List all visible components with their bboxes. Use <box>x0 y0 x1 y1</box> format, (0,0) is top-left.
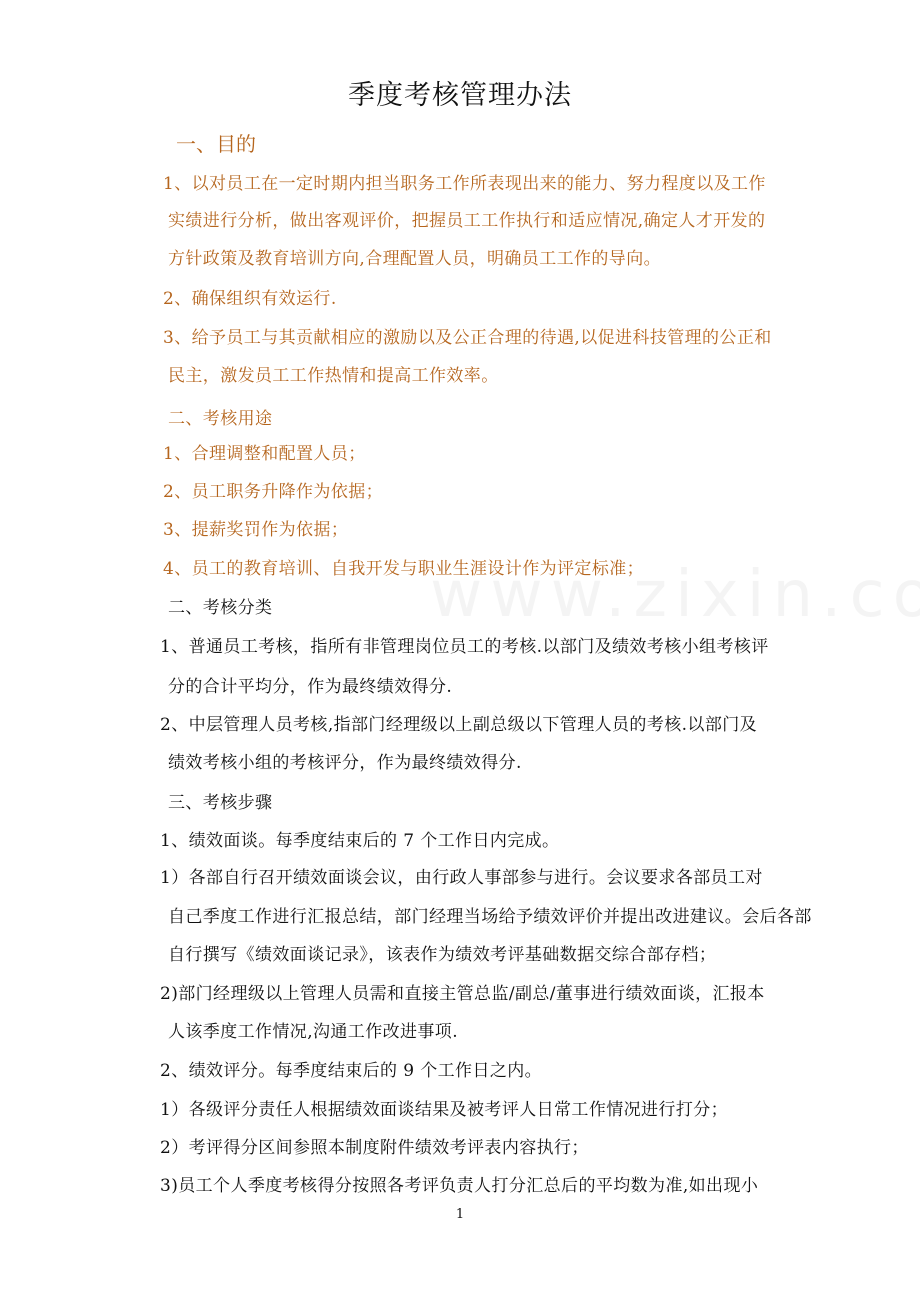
paragraph-line: 民主，激发员工工作热情和提高工作效率。 <box>168 366 499 386</box>
paragraph-line: 2、确保组织有效运行. <box>163 289 337 309</box>
list-item: 1、合理调整和配置人员； <box>163 444 366 464</box>
document-title: 季度考核管理办法 <box>348 80 572 111</box>
paragraph-line: 1、绩效面谈。每季度结束后的 7 个工作日内完成。 <box>160 831 560 851</box>
paragraph-line: 1）各部自行召开绩效面谈会议，由行政人事部参与进行。会议要求各部员工对 <box>160 868 763 888</box>
paragraph-line: 方针政策及教育培训方向,合理配置人员，明确员工工作的导向。 <box>168 249 662 269</box>
paragraph-line: 2）考评得分区间参照本制度附件绩效考评表内容执行； <box>160 1138 589 1158</box>
section-heading-classification: 二、考核分类 <box>168 598 273 618</box>
section-heading-usage: 二、考核用途 <box>168 409 273 429</box>
list-item: 4、员工的教育培训、自我开发与职业生涯设计作为评定标准； <box>163 559 645 579</box>
page-number: 1 <box>455 1207 465 1222</box>
paragraph-line: 人该季度工作情况,沟通工作改进事项. <box>168 1022 459 1042</box>
paragraph-line: 实绩进行分析，做出客观评价，把握员工工作执行和适应情况,确定人才开发的 <box>168 211 766 231</box>
paragraph-line: 2、绩效评分。每季度结束后的 9 个工作日之内。 <box>160 1061 543 1081</box>
paragraph-line: 2)部门经理级以上管理人员需和直接主管总监/副总/董事进行绩效面谈，汇报本 <box>160 984 765 1004</box>
list-item: 3、提薪奖罚作为依据； <box>163 520 349 540</box>
paragraph-line: 3)员工个人季度考核得分按照各考评负责人打分汇总后的平均数为准,如出现小 <box>160 1176 759 1196</box>
section-heading-steps: 三、考核步骤 <box>168 793 273 813</box>
paragraph-line: 3、给予员工与其贡献相应的激励以及公正合理的待遇,以促进科技管理的公正和 <box>163 328 772 348</box>
paragraph-line: 自己季度工作进行汇报总结，部门经理当场给予绩效评价并提出改进建议。会后各部 <box>168 907 812 927</box>
paragraph-line: 1）各级评分责任人根据绩效面谈结果及被考评人日常工作情况进行打分； <box>160 1100 729 1120</box>
paragraph-line: 1、普通员工考核，指所有非管理岗位员工的考核.以部门及绩效考核小组考核评 <box>160 637 769 657</box>
paragraph-line: 2、中层管理人员考核,指部门经理级以上副总级以下管理人员的考核.以部门及 <box>160 715 758 735</box>
section-heading-purpose: 一、目的 <box>176 132 256 156</box>
paragraph-line: 绩效考核小组的考核评分，作为最终绩效得分. <box>168 753 522 773</box>
paragraph-line: 自行撰写《绩效面谈记录》，该表作为绩效考评基础数据交综合部存档； <box>168 945 717 965</box>
paragraph-line: 1、以对员工在一定时期内担当职务工作所表现出来的能力、努力程度以及工作 <box>163 174 766 194</box>
list-item: 2、员工职务升降作为依据； <box>163 482 384 502</box>
paragraph-line: 分的合计平均分，作为最终绩效得分. <box>168 677 453 697</box>
